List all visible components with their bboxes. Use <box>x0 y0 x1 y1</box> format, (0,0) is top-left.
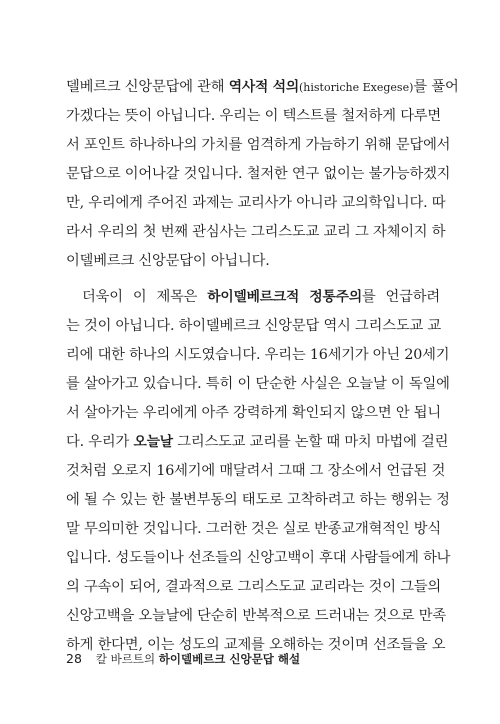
text-line: 에 될 수 있는 한 불변부동의 태도로 고착하려고 하는 행위는 정 <box>66 492 450 508</box>
text-run: 를 풀어 <box>413 79 459 95</box>
text-line <box>66 287 440 316</box>
text-run: 더욱이 이 제목은 <box>82 289 208 305</box>
paragraph-gap <box>66 280 440 287</box>
text-line: 는 것이 아닙니다. 하이델베르크 신앙문답 역시 그리스도교 교 <box>66 318 442 334</box>
text-line: 서 살아가는 우리에게 아주 강력하게 확인되지 않으면 안 됩니 <box>66 405 442 421</box>
text-line: 입니다. 성도들이나 선조들의 신앙고백이 후대 사람들에게 하나 <box>66 550 451 566</box>
text-run: 델베르크 신앙문답에 관해 <box>66 79 229 95</box>
text-line: 신앙고백을 오늘날에 단순히 반복적으로 드러내는 것으로 만족 <box>66 608 446 624</box>
text-run: 를 언급하려 <box>361 289 441 305</box>
running-title-prefix: 칼 바르트의 <box>95 652 159 666</box>
text-line: 만, 우리에게 주어진 과제는 교리사가 아니라 교의학입니다. 따 <box>66 195 446 211</box>
running-title: 하이델베르크 신앙문답 해설 <box>158 652 301 666</box>
body-text <box>66 77 459 664</box>
latin-term: (historiche Exegese) <box>299 81 414 94</box>
text-line: 서 포인트 하나하나의 가치를 엄격하게 가늠하기 위해 문답에서 <box>66 137 451 153</box>
text-line: 이델베르크 신앙문답이 아닙니다. <box>66 253 270 269</box>
page-footer <box>66 651 300 667</box>
text-line <box>66 432 449 461</box>
text-run: 다. 우리가 <box>66 434 134 450</box>
text-line: 것처럼 오로지 16세기에 매달려서 그때 그 장소에서 언급된 것 <box>66 463 446 479</box>
emphasis-today: 오늘날 <box>133 434 173 450</box>
text-line: 의 구속이 되어, 결과적으로 그리스도교 교리라는 것이 그들의 <box>66 579 442 595</box>
emphasis-historical-exegesis: 역사적 석의 <box>228 79 300 95</box>
text-run: 그리스도교 교리를 논할 때 마치 마법에 걸린 <box>172 434 449 450</box>
emphasis-heidelberg-orthodoxy: 하이델베르크적 정통주의 <box>207 289 362 305</box>
text-line <box>66 77 459 106</box>
text-line: 말 무의미한 것입니다. 그러한 것은 실로 반종교개혁적인 방식 <box>66 521 442 537</box>
text-line: 하게 한다면, 이는 성도의 교제를 오해하는 것이며 선조들을 오 <box>66 637 446 653</box>
text-line: 문답으로 이어나갈 것입니다. 철저한 연구 없이는 불가능하겠지 <box>66 166 451 182</box>
text-line: 리에 대한 하나의 시도였습니다. 우리는 16세기가 아닌 20세기 <box>66 347 450 363</box>
text-line: 가겠다는 뜻이 아닙니다. 우리는 이 텍스트를 철저하게 다루면 <box>66 108 442 124</box>
page-number: 28 <box>66 651 82 666</box>
text-line: 라서 우리의 첫 번째 관심사는 그리스도교 교리 그 자체이지 하 <box>66 224 446 240</box>
text-line: 를 살아가고 있습니다. 특히 이 단순한 사실은 오늘날 이 독일에 <box>66 376 450 392</box>
